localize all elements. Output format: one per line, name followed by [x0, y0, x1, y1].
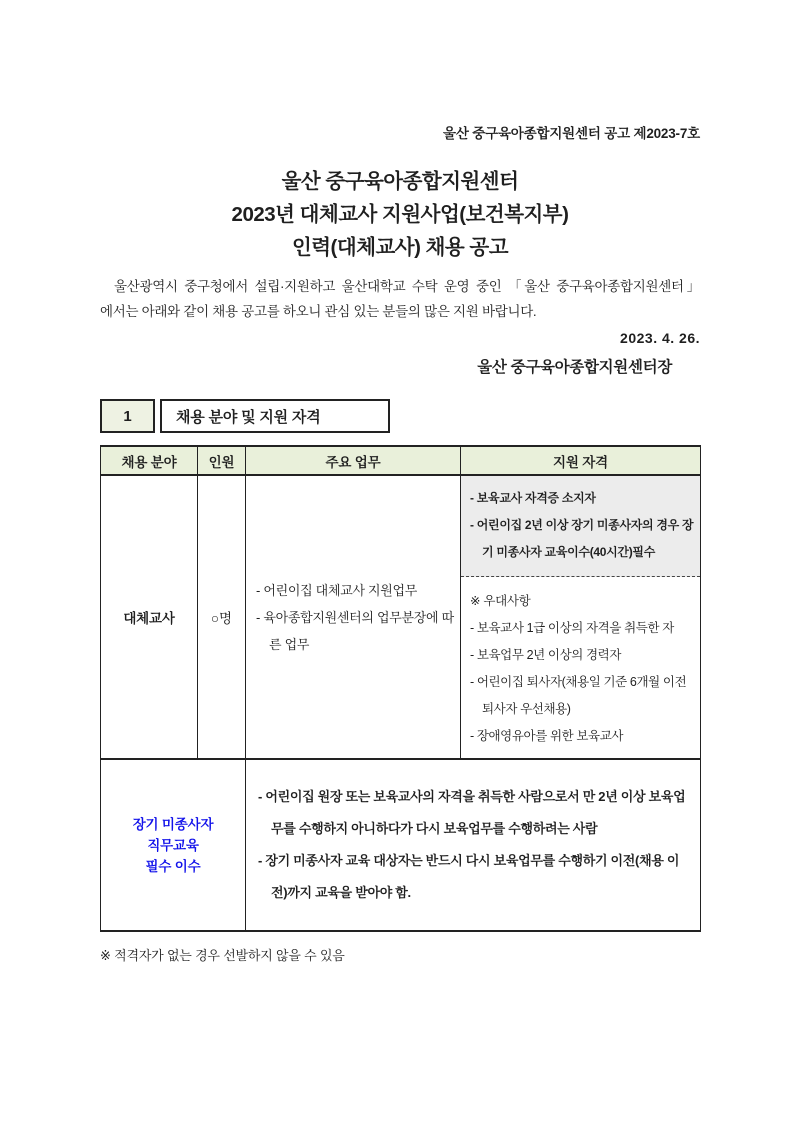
task-item: - 육아종합지원센터의 업무분장에 따른 업무	[256, 609, 454, 652]
table-row-substitute-teacher	[101, 475, 701, 759]
required-qualifications-box	[461, 476, 700, 577]
title-line-1: 울산 중구육아종합지원센터	[281, 170, 519, 193]
education-item: - 장기 미종사자 교육 대상자는 반드시 다시 보육업무를 수행하기 이전(채용 이전)까지 교육을 받아야 함.	[258, 853, 680, 900]
preferred-item: - 어린이집 퇴사자(채용일 기준 6개월 이전 퇴사자 우선채용)	[470, 675, 687, 716]
required-item: - 어린이집 2년 이상 장기 미종사자의 경우 장기 미종사자 교육이수(40시간)필수	[470, 518, 694, 559]
document-title-block	[100, 165, 700, 264]
header-qualification: 지원 자격	[461, 446, 701, 475]
cell-education-label	[101, 759, 246, 931]
education-item: - 어린이집 원장 또는 보육교사의 자격을 취득한 사람으로서 만 2년 이상 보육업무를 수행하지 아니하다가 다시 보육업무를 수행하려는 사람	[258, 789, 686, 836]
document-content	[100, 0, 700, 964]
cell-count: ○명	[198, 475, 246, 759]
required-item: - 보육교사 자격증 소지자	[470, 491, 596, 505]
task-item: - 어린이집 대체교사 지원업무	[256, 582, 418, 598]
education-label-line: 직무교육	[147, 837, 199, 853]
announcement-date: 2023. 4. 26.	[620, 330, 700, 346]
education-label-line: 필수 이수	[145, 858, 201, 874]
education-label-line: 장기 미종사자	[132, 816, 214, 832]
preferred-item: - 장애영유아를 위한 보육교사	[470, 729, 624, 743]
cell-tasks	[246, 475, 461, 759]
preferred-qualifications-box	[461, 577, 700, 758]
preferred-item: - 보육교사 1급 이상의 자격을 취득한 자	[470, 621, 674, 635]
header-count: 인원	[198, 446, 246, 475]
preferred-item: - 보육업무 2년 이상의 경력자	[470, 648, 622, 662]
signer-title: 울산 중구육아종합지원센터장	[477, 359, 672, 376]
cell-qualification	[461, 475, 701, 759]
header-field: 채용 분야	[101, 446, 198, 475]
section-1-title-box: 채용 분야 및 지원 자격	[160, 399, 390, 433]
intro-paragraph: 울산광역시 중구청에서 설립·지원하고 울산대학교 수탁 운영 중인 「울산 중구육아종합지원센터」에서는 아래와 같이 채용 공고를 하오니 관심 있는 분들의 많은 지원 바랍니다.	[100, 279, 700, 319]
preferred-title: ※ 우대사항	[470, 594, 531, 608]
cell-education-description	[246, 759, 701, 931]
recruitment-table	[100, 445, 701, 932]
cell-field: 대체교사	[101, 475, 198, 759]
table-row-long-term-education	[101, 759, 701, 931]
section-1-number-box: 1	[100, 399, 155, 433]
title-line-2: 2023년 대체교사 지원사업(보건복지부)	[231, 203, 569, 226]
section-1-heading	[100, 399, 700, 433]
table-header-row	[101, 446, 701, 475]
announcement-number: 울산 중구육아종합지원센터 공고 제2023-7호	[443, 126, 700, 141]
footnote: ※ 적격자가 없는 경우 선발하지 않을 수 있음	[100, 948, 345, 963]
header-tasks: 주요 업무	[246, 446, 461, 475]
title-line-3: 인력(대체교사) 채용 공고	[291, 236, 509, 259]
